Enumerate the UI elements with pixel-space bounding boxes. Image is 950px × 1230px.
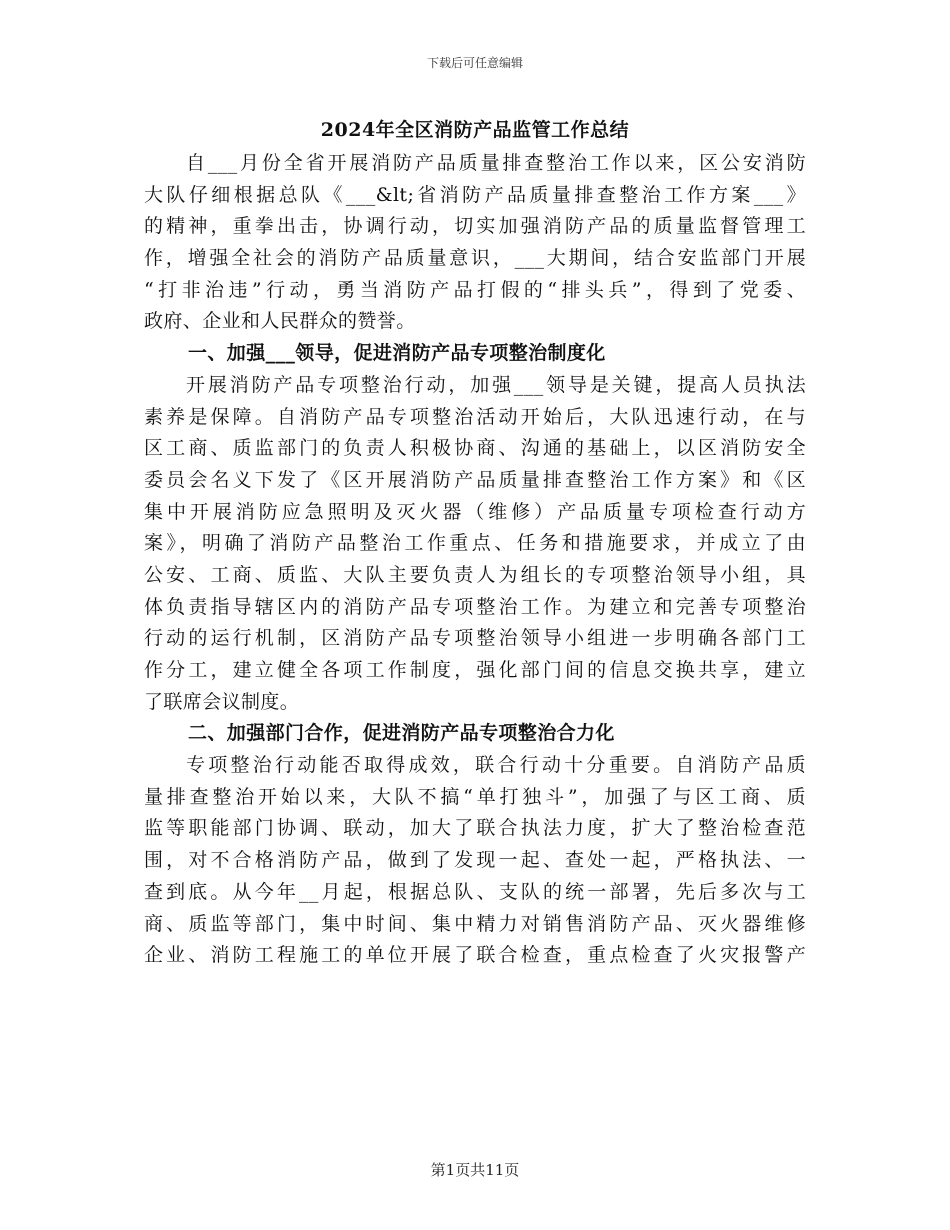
paragraph-line: 区工商、质监部门的负责人积极协商、沟通的基础上，以区消防安全 xyxy=(144,437,806,460)
paragraph-line: 商、质监等部门，集中时间、集中精力对销售消防产品、灭火器维修 xyxy=(144,912,806,935)
paragraph-line: 行动的运行机制，区消防产品专项整治领导小组进一步明确各部门工 xyxy=(144,627,806,650)
paragraph-line: 围，对不合格消防产品，做到了发现一起、查处一起，严格执法、一 xyxy=(144,849,806,872)
page-number-footer: 第1页共11页 xyxy=(430,1161,520,1179)
section-heading-2: 二、加强部门合作，促进消防产品专项整治合力化 xyxy=(188,722,615,745)
paragraph-line: 委员会名义下发了《区开展消防产品质量排查整治工作方案》和《区 xyxy=(144,468,806,491)
paragraph-line: “打非治违”行动，勇当消防产品打假的“排头兵”，得到了党委、 xyxy=(144,278,806,301)
paragraph-line: 公安、工商、质监、大队主要负责人为组长的专项整治领导小组，具 xyxy=(144,563,806,586)
paragraph-line: 案》，明确了消防产品整治工作重点、任务和措施要求，并成立了由 xyxy=(144,532,806,555)
paragraph-line: 政府、企业和人民群众的赞誉。 xyxy=(144,310,416,333)
paragraph-line: 的精神，重拳出击，协调行动，切实加强消防产品的质量监督管理工 xyxy=(144,215,806,238)
paragraph-line: 作分工，建立健全各项工作制度，强化部门间的信息交换共享，建立 xyxy=(144,659,806,681)
document-body xyxy=(144,148,806,972)
paragraph-line: 作，增强全社会的消防产品质量意识，___大期间，结合安监部门开展 xyxy=(144,247,806,270)
paragraph-line: 大队仔细根据总队《___&lt;省消防产品质量排查整治工作方案___》 xyxy=(144,183,806,206)
paragraph-line: 开展消防产品专项整治行动，加强___领导是关键，提高人员执法 xyxy=(186,373,806,396)
paragraph-line: 查到底。从今年__月起，根据总队、支队的统一部署，先后多次与工 xyxy=(144,880,806,903)
document-title: 2024年全区消防产品监管工作总结 xyxy=(320,119,630,141)
paragraph-line: 量排查整治开始以来，大队不搞“单打独斗”，加强了与区工商、质 xyxy=(144,785,806,808)
paragraph-line: 体负责指导辖区内的消防产品专项整治工作。为建立和完善专项整治 xyxy=(144,595,806,618)
paragraph-line: 企业、消防工程施工的单位开展了联合检查，重点检查了火灾报警产 xyxy=(144,944,806,967)
header-note: 下载后可任意编辑 xyxy=(426,56,523,70)
paragraph-line: 素养是保障。自消防产品专项整治活动开始后，大队迅速行动，在与 xyxy=(144,405,806,428)
paragraph-line: 专项整治行动能否取得成效，联合行动十分重要。自消防产品质 xyxy=(186,754,806,777)
paragraph-line: 自___月份全省开展消防产品质量排查整治工作以来，区公安消防 xyxy=(186,152,806,174)
paragraph-line: 了联席会议制度。 xyxy=(144,690,300,713)
paragraph-line: 监等职能部门协调、联动，加大了联合执法力度，扩大了整治检查范 xyxy=(144,817,806,840)
paragraph-line: 集中开展消防应急照明及灭火器（维修）产品质量专项检查行动方 xyxy=(144,500,806,523)
section-heading-1: 一、加强___领导，促进消防产品专项整治制度化 xyxy=(188,342,606,365)
